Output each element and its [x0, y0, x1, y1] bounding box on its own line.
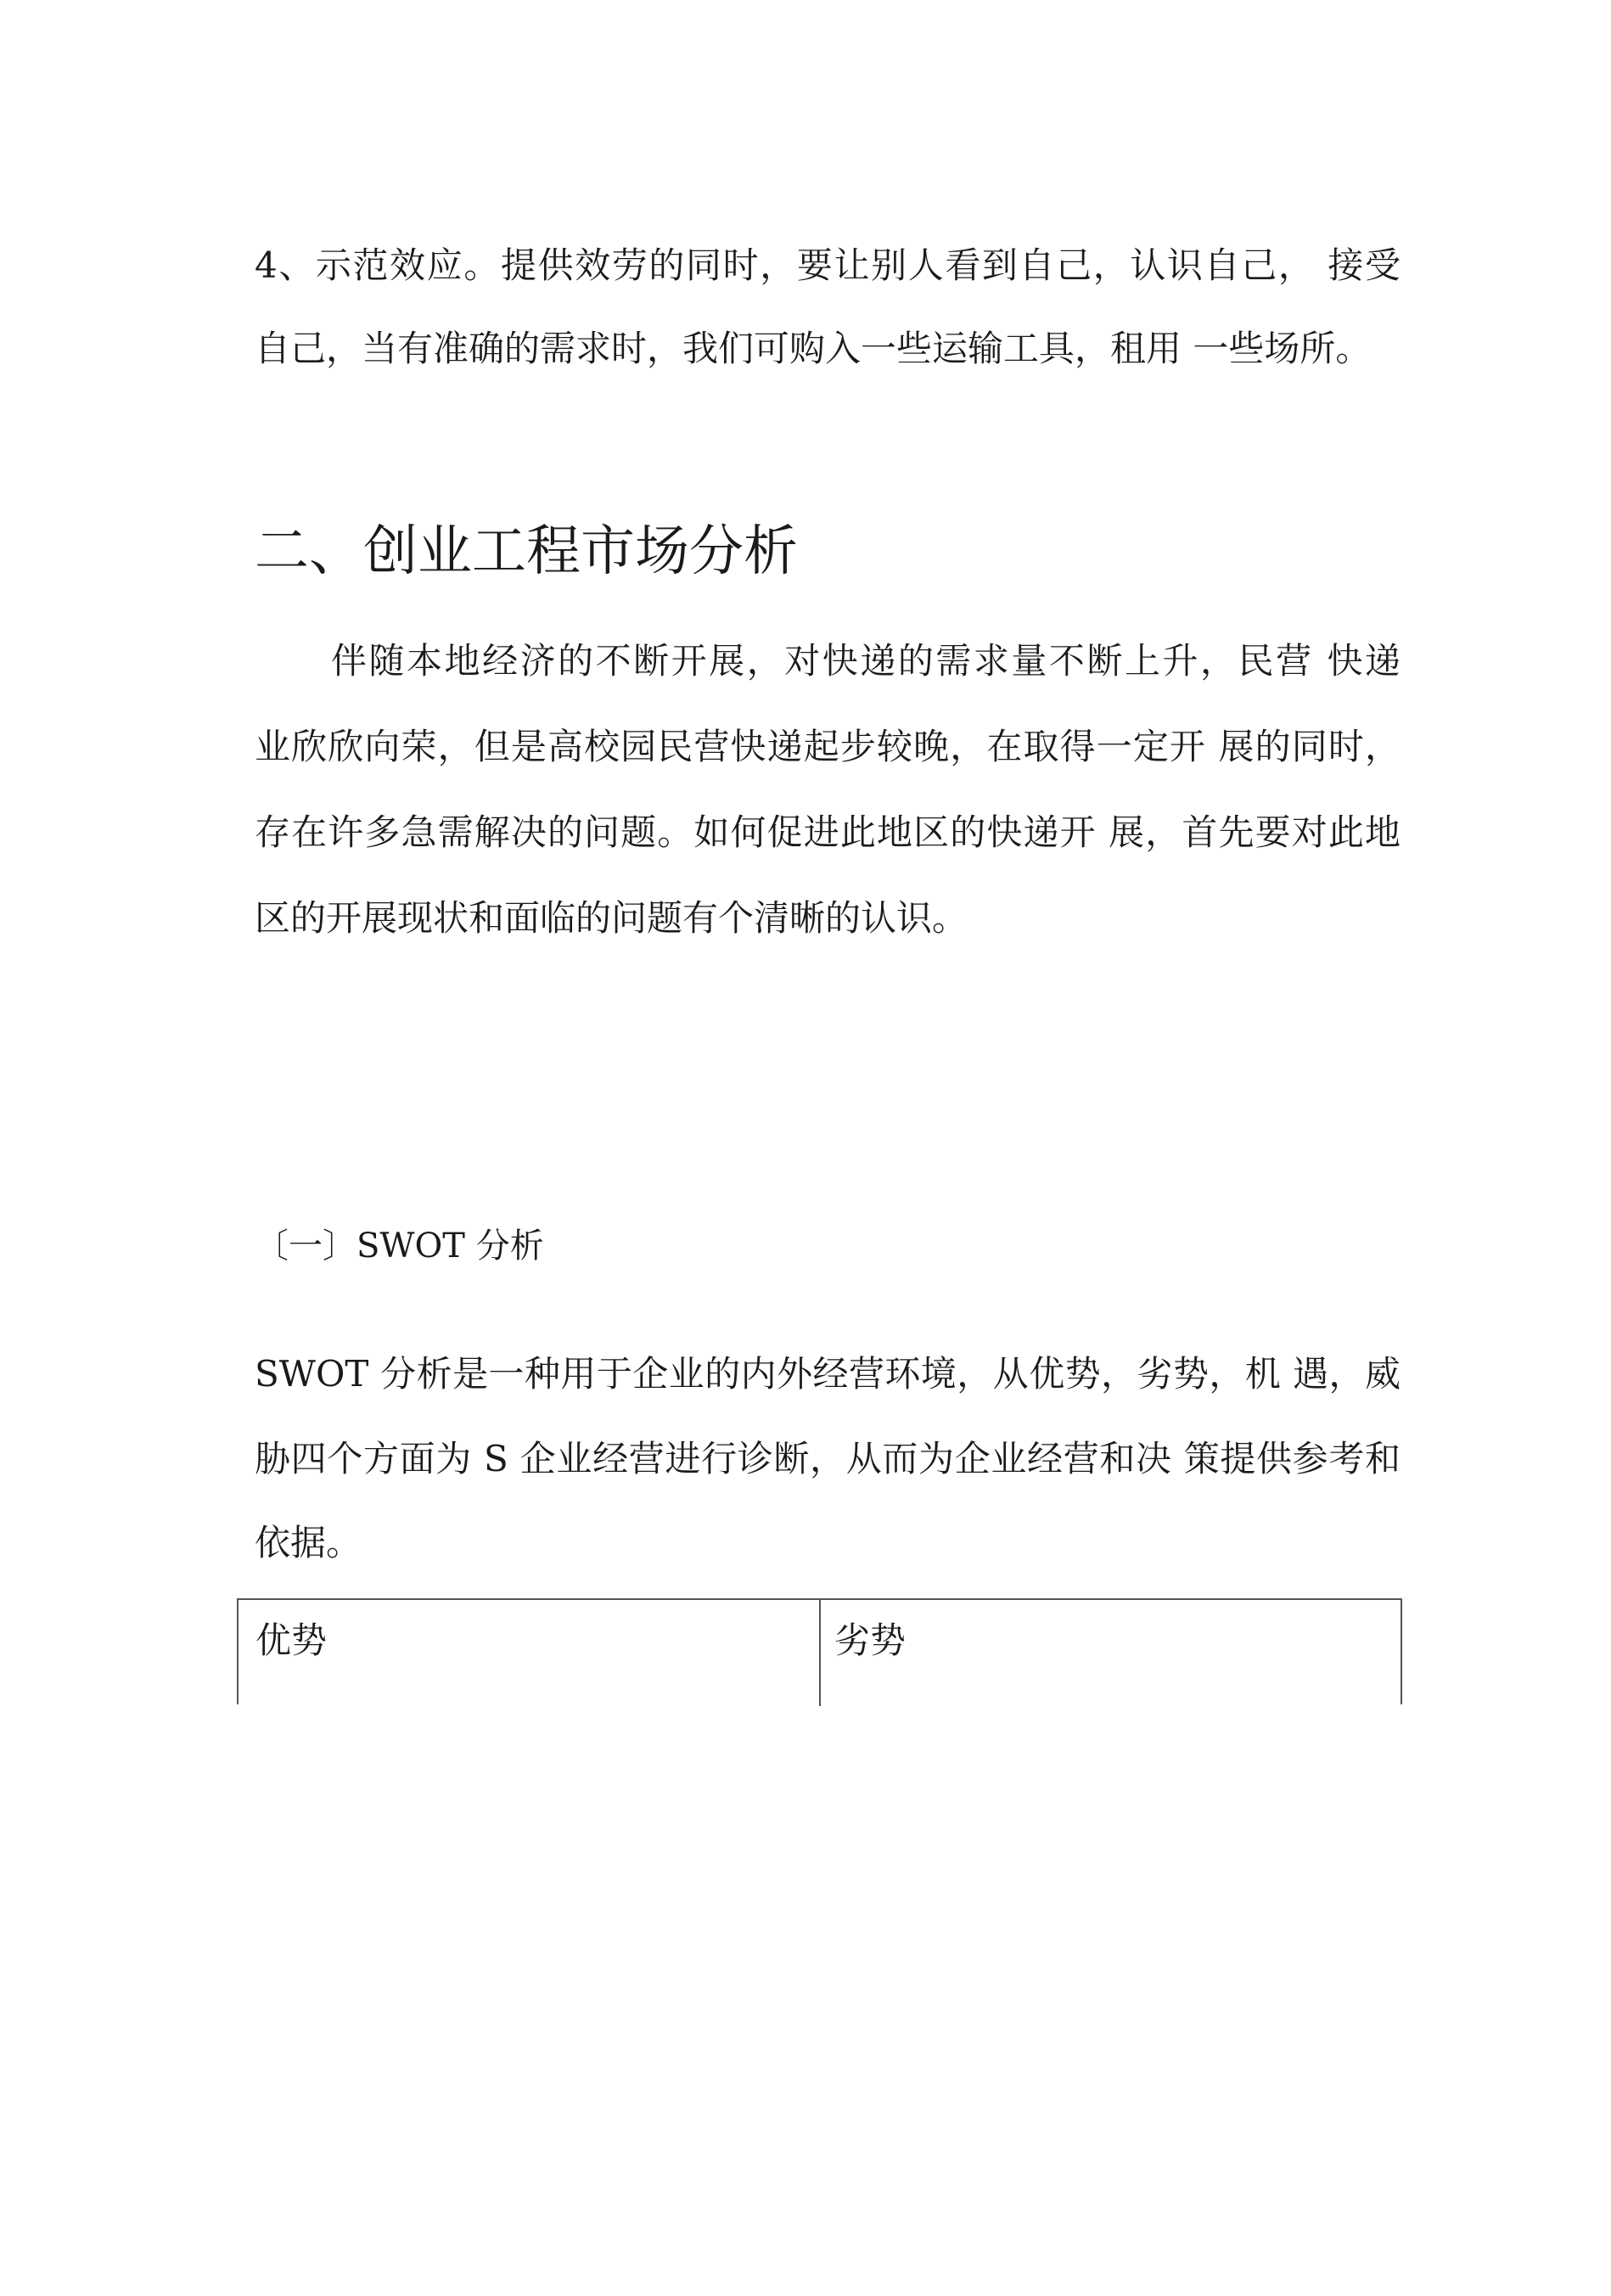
paragraph-line: 胁四个方面为 S 企业经营进行诊断，从而为企业经营和决 策提供参考和 — [255, 1438, 1401, 1479]
paragraph-line: 伴随本地经济的不断开展，对快递的需求量不断上升，民营 快递 — [331, 640, 1401, 682]
table-column-divider — [819, 1600, 821, 1706]
paragraph-line: 自己，当有准确的需求时，我们可购入一些运输工具，租用 一些场所。 — [255, 328, 1372, 369]
paragraph-line: SWOT 分析是一种用于企业的内外经营环境，从优势，劣势，机 遇，威 — [255, 1353, 1401, 1395]
paragraph-line: 4、示范效应。提供效劳的同时，要让别人看到自己，认识自己， 接受 — [255, 244, 1401, 286]
paragraph-line: 业欣欣向荣，但是高校园民营快递起步较晚，在取得一定开 展的同时， — [255, 726, 1401, 767]
paragraph-line: 依据。 — [255, 1522, 362, 1563]
paragraph-line: 存在许多急需解决的问题。如何促进此地区的快递开 展，首先要对此地 — [255, 811, 1401, 853]
paragraph-line: 区的开展现状和面临的问题有个清晰的认识。 — [255, 897, 968, 939]
swot-strengths-header: 优势 — [255, 1620, 328, 1661]
swot-table — [237, 1598, 1402, 1704]
subsection-heading: 〔一〕SWOT 分析 — [255, 1227, 544, 1266]
swot-weaknesses-header: 劣势 — [834, 1620, 907, 1661]
section-heading: 二、创业工程市场分析 — [255, 520, 798, 583]
